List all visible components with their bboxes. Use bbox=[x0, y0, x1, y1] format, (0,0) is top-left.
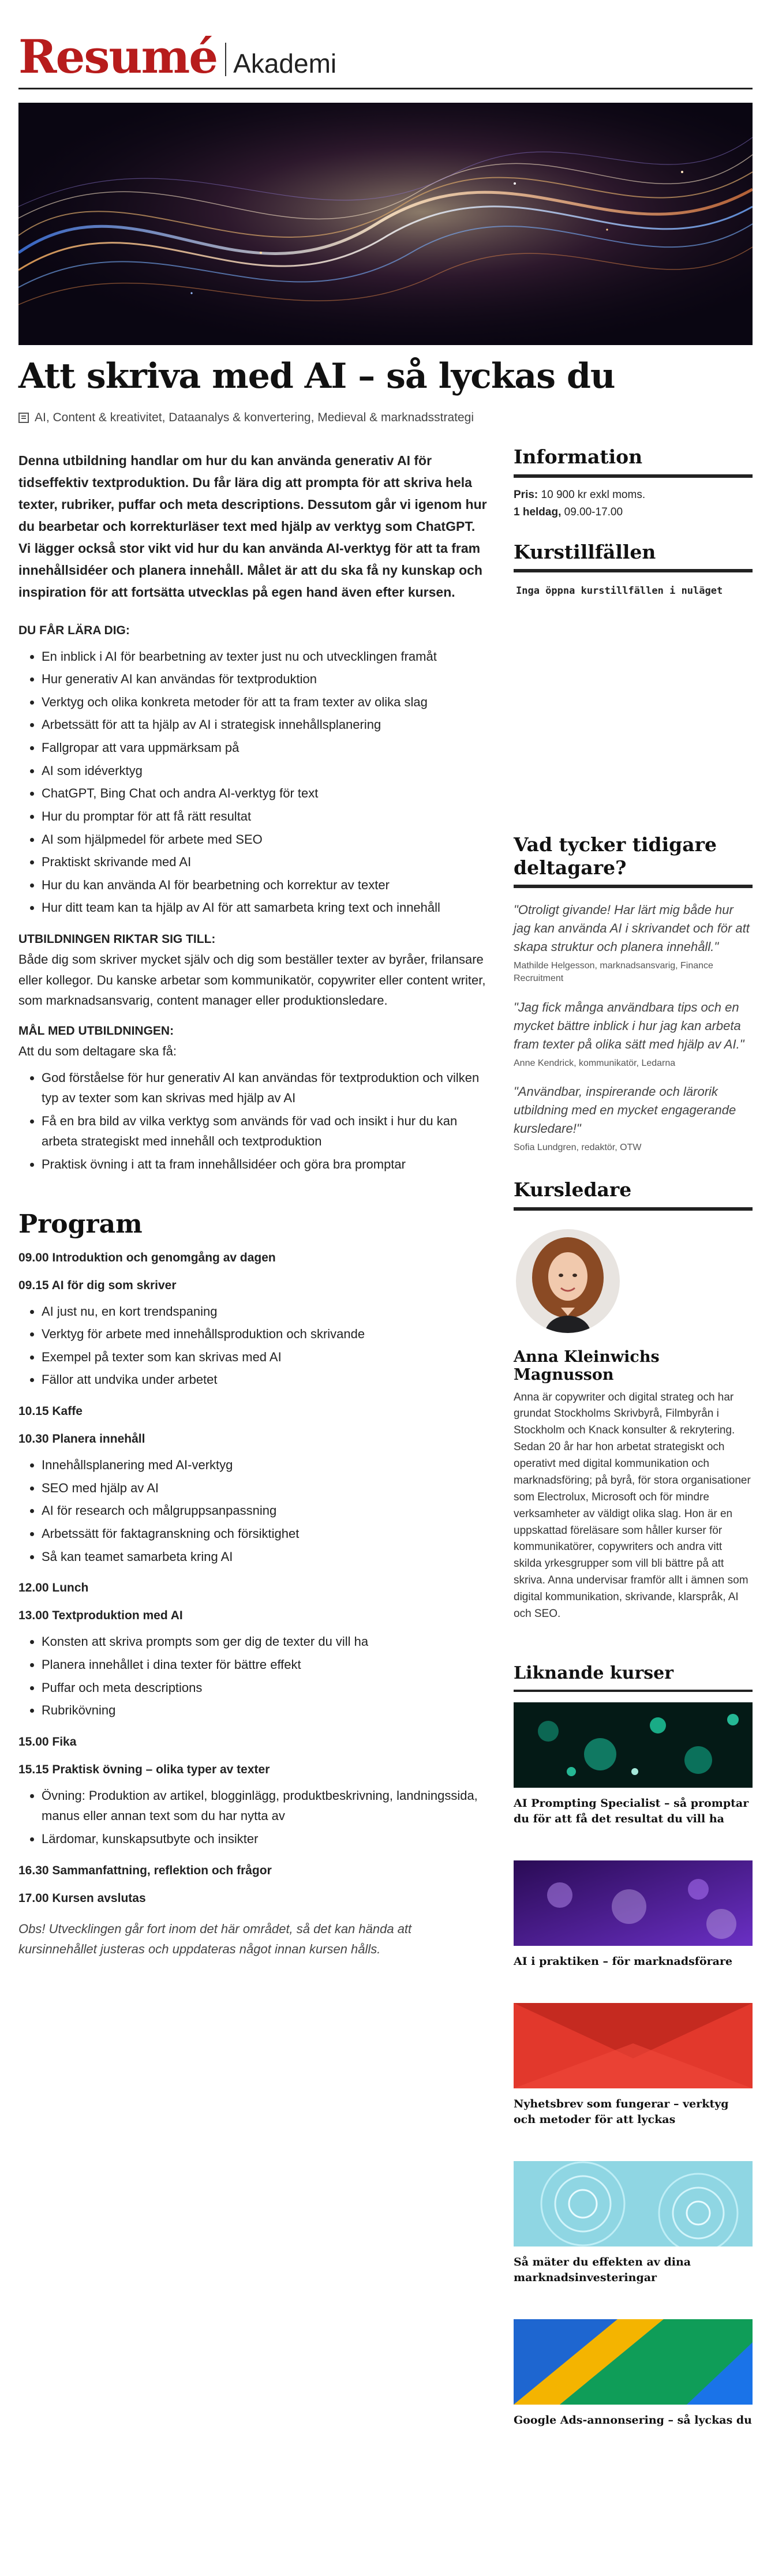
category-icon bbox=[18, 413, 29, 423]
leader-name: Anna Kleinwichs Magnusson bbox=[514, 1347, 660, 1384]
program-block-heading: 16.30 Sammanfattning, reflektion och frågor bbox=[18, 1863, 272, 1877]
course-thumbnail[interactable] bbox=[514, 1702, 753, 1788]
ai-spheres-image bbox=[514, 1702, 753, 1788]
goals-heading: MÅL MED UTBILDNINGEN: bbox=[18, 1024, 174, 1038]
similar-title: Liknande kurser bbox=[514, 1663, 753, 1692]
program-item: • Planera innehållet i dina texter för bättre effekt bbox=[42, 1654, 489, 1675]
program-block-heading: 10.15 Kaffe bbox=[18, 1405, 83, 1418]
goals-item: • God förståelse för hur generativ AI kan användas för textproduktion och vilken typ av texter som kan skrivas med hjälp av AI bbox=[42, 1068, 489, 1109]
similar-course-card[interactable] bbox=[514, 1860, 753, 1970]
course-link[interactable]: AI Prompting Specialist – så promptar du för att få det resultat du vill ha bbox=[514, 1796, 749, 1825]
program-block-heading: 13.00 Textproduktion med AI bbox=[18, 1609, 183, 1623]
learn-item: • Hur ditt team kan ta hjälp av AI för att samarbeta kring text och innehåll bbox=[42, 897, 489, 918]
site-header bbox=[18, 29, 337, 91]
learn-item: • Praktiskt skrivande med AI bbox=[42, 852, 489, 873]
learn-item: • Verktyg och olika konkreta metoder för att ta fram texter av olika slag bbox=[42, 692, 489, 713]
course-link[interactable]: Google Ads-annonsering – så lyckas du bbox=[514, 2413, 752, 2427]
testimonial-author: Sofia Lundgren, redaktör, OTW bbox=[514, 1142, 642, 1152]
program-item: • Lärdomar, kunskapsutbyte och insikter bbox=[42, 1829, 489, 1849]
hero-waves-illustration bbox=[18, 103, 753, 345]
akademi-label[interactable]: Akademi bbox=[233, 48, 337, 78]
red-envelope-image bbox=[514, 2003, 753, 2088]
header-divider bbox=[18, 88, 753, 89]
program-item: • Så kan teamet samarbeta kring AI bbox=[42, 1547, 489, 1567]
program-block-list bbox=[18, 1301, 489, 1391]
hero-image bbox=[18, 103, 753, 345]
similar-course-card[interactable] bbox=[514, 2161, 753, 2286]
similar-course-card[interactable] bbox=[514, 2319, 753, 2428]
program-item: • AI för research och målgruppsanpassning bbox=[42, 1500, 489, 1521]
program-block-heading: 15.00 Fika bbox=[18, 1735, 77, 1748]
logo-divider bbox=[225, 43, 226, 76]
program-block-heading: 09.15 AI för dig som skriver bbox=[18, 1278, 177, 1292]
program-item: • Verktyg för arbete med innehållsproduktion och skrivande bbox=[42, 1324, 489, 1345]
learn-item: • En inblick i AI för bearbetning av texter just nu och utvecklingen framåt bbox=[42, 646, 489, 667]
info-title: Information bbox=[514, 445, 753, 478]
program-block-list bbox=[18, 1455, 489, 1567]
learn-list bbox=[18, 646, 489, 919]
learn-heading: DU FÅR LÄRA DIG: bbox=[18, 623, 130, 637]
program-note: Obs! Utvecklingen går fort inom det här området, så det kan hända att kursinnehållet justeras och uppdateras något innan kursen hålls. bbox=[18, 1921, 412, 1957]
program-block-heading: 12.00 Lunch bbox=[18, 1581, 89, 1595]
program-item: • AI just nu, en kort trendspaning bbox=[42, 1301, 489, 1322]
learn-item: • AI som hjälpmedel för arbete med SEO bbox=[42, 829, 489, 850]
learn-item: • Hur du promptar för att få rätt resultat bbox=[42, 806, 489, 827]
course-link[interactable]: Nyhetsbrev som fungerar – verktyg och metoder för att lyckas bbox=[514, 2097, 729, 2126]
learn-item: • ChatGPT, Bing Chat och andra AI-verktyg för text bbox=[42, 783, 489, 804]
goals-list bbox=[18, 1068, 489, 1175]
goals-intro: Att du som deltagare ska få: bbox=[18, 1043, 177, 1058]
similar-course-card[interactable] bbox=[514, 1702, 753, 1827]
tags-text[interactable]: AI, Content & kreativitet, Dataanalys & konvertering, Medieval & marknadsstrategi bbox=[35, 411, 474, 424]
water-ripples-image bbox=[514, 2161, 753, 2246]
leader-photo-illustration bbox=[516, 1229, 620, 1333]
course-tags bbox=[18, 411, 474, 425]
price-value: 10 900 kr exkl moms. bbox=[541, 488, 646, 501]
learn-item: • AI som idéverktyg bbox=[42, 761, 489, 781]
course-link[interactable]: Så mäter du effekten av dina marknadsinvesteringar bbox=[514, 2255, 691, 2284]
course-thumbnail[interactable] bbox=[514, 2161, 753, 2246]
goals-item: • Få en bra bild av vilka verktyg som används för vad och insikt i hur du kan arbeta strategiskt med innehåll och textproduktion bbox=[42, 1111, 489, 1152]
course-link[interactable]: AI i praktiken – för marknadsförare bbox=[514, 1955, 733, 1968]
purple-bokeh-image bbox=[514, 1860, 753, 1946]
program-block-list bbox=[18, 1785, 489, 1849]
testimonial-author: Anne Kendrick, kommunikatör, Ledarna bbox=[514, 1058, 676, 1068]
audience-heading: UTBILDNINGEN RIKTAR SIG TILL: bbox=[18, 933, 216, 946]
duration-line bbox=[514, 504, 753, 521]
sidebar bbox=[514, 445, 753, 2462]
program-item: • Konsten att skriva prompts som ger dig de texter du vill ha bbox=[42, 1631, 489, 1652]
leader-title: Kursledare bbox=[514, 1178, 753, 1211]
learn-item: • Hur generativ AI kan användas för textproduktion bbox=[42, 669, 489, 690]
testimonial-quote: "Otroligt givande! Har lärt mig både hur jag kan använda AI i skrivandet och för att skapa struktur och planera innehåll." bbox=[514, 903, 750, 954]
duration-value: 09.00-17.00 bbox=[564, 506, 623, 519]
leader-avatar bbox=[516, 1229, 620, 1333]
duration-label: 1 heldag, bbox=[514, 506, 562, 519]
program-item: • SEO med hjälp av AI bbox=[42, 1478, 489, 1499]
program-block-heading: 10.30 Planera innehåll bbox=[18, 1432, 145, 1446]
course-thumbnail[interactable] bbox=[514, 2319, 753, 2405]
program-item: • Arbetssätt för faktagranskning och försiktighet bbox=[42, 1523, 489, 1544]
program-item: • Innehållsplanering med AI-verktyg bbox=[42, 1455, 489, 1476]
testimonial-quote: "Jag fick många användbara tips och en mycket bättre inblick i hur jag kan arbeta fram texter på olika sätt med hjälp av AI." bbox=[514, 999, 744, 1051]
price-label: Pris: bbox=[514, 488, 538, 501]
program-item: • Fällor att undvika under arbetet bbox=[42, 1369, 489, 1390]
course-thumbnail[interactable] bbox=[514, 1860, 753, 1946]
goals-item: • Praktisk övning i att ta fram innehållsidéer och göra bra promptar bbox=[42, 1154, 489, 1175]
learn-item: • Fallgropar att vara uppmärksam på bbox=[42, 737, 489, 758]
testimonial-author: Mathilde Helgesson, marknadsansvarig, Finance Recruitment bbox=[514, 961, 713, 984]
course-title: Att skriva med AI – så lyckas du bbox=[18, 356, 615, 396]
dates-title: Kurstillfällen bbox=[514, 541, 753, 573]
resume-logo[interactable]: Resumé bbox=[18, 29, 218, 84]
learn-item: • Arbetssätt för att ta hjälp av AI i strategisk innehållsplanering bbox=[42, 714, 489, 735]
program-block-heading: 15.15 Praktisk övning – olika typer av texter bbox=[18, 1762, 270, 1776]
program-block-heading: 17.00 Kursen avslutas bbox=[18, 1891, 146, 1905]
course-thumbnail[interactable] bbox=[514, 2003, 753, 2088]
leader-bio: Anna är copywriter och digital strateg och har grundat Stockholms Skrivbyrå, Filmbyrån i Stockholm och Knack konsulter & rekrytering. Sedan 20 år har hon arbetat strategiskt och operativt med digital kommunikation och marknadsföring; på byrå, för stora organisationer som Electrolux, Microsoft och för mindre verksamheter av väldigt olika slag. Hon är en uppskattad föreläsare som håller kurser för kommunikatörer, copywriters och andra vitt skilda yrkesgrupper som vill bli bättre på att skriva. Anna undervisar framför allt i ämnen som digital kommunikation, skrivande, klarspråk, AI och SEO. bbox=[514, 1391, 751, 1620]
google-ads-colors-image bbox=[514, 2319, 753, 2405]
program-item: • Övning: Produktion av artikel, blogginlägg, produktbeskrivning, landningssida, manus eller annan text som du har nytta av bbox=[42, 1785, 489, 1826]
learn-item: • Hur du kan använda AI för bearbetning och korrektur av texter bbox=[42, 875, 489, 896]
program-item: • Exempel på texter som kan skrivas med AI bbox=[42, 1347, 489, 1368]
testimonial-quote: "Användbar, inspirerande och lärorik utbildning med en mycket engagerande kursledare!" bbox=[514, 1084, 736, 1136]
audience-text: Både dig som skriver mycket själv och dig som beställer texter av byråer, frilansare eller kollegor. Du kanske arbetar som kommunikatör, copywriter eller content writer, som marknadsansvarig, content manager eller produktionsledare. bbox=[18, 952, 486, 1008]
program-block-list bbox=[18, 1631, 489, 1721]
course-intro: Denna utbildning handlar om hur du kan använda generativ AI för tidseffektiv textproduktion. Du får lära dig att prompta för att skriva hela texter, rubriker, puffar och meta descriptions. Dessutom går vi igenom hur du bearbetar och korrekturläser text med hjälp av verktyg som ChatGPT. Vi lägger också stor vikt vid hur du kan använda AI-verktyg för att ta fram innehållsidéer och planera innehåll. Målet är att du ska få ny kunskap och inspiration för att fortsätta utvecklas på egen hand även efter kursen. bbox=[18, 453, 487, 600]
program-block-heading: 09.00 Introduktion och genomgång av dagen bbox=[18, 1250, 276, 1264]
no-dates-message: Inga öppna kurstillfällen i nuläget bbox=[516, 585, 723, 597]
price-line bbox=[514, 487, 753, 504]
program-title: Program bbox=[18, 1209, 143, 1239]
main-content bbox=[18, 450, 489, 1972]
program-item: • Puffar och meta descriptions bbox=[42, 1678, 489, 1698]
program-item: • Rubrikövning bbox=[42, 1700, 489, 1721]
similar-course-card[interactable] bbox=[514, 2003, 753, 2128]
feedback-title: Vad tycker tidigare deltagare? bbox=[514, 833, 753, 888]
